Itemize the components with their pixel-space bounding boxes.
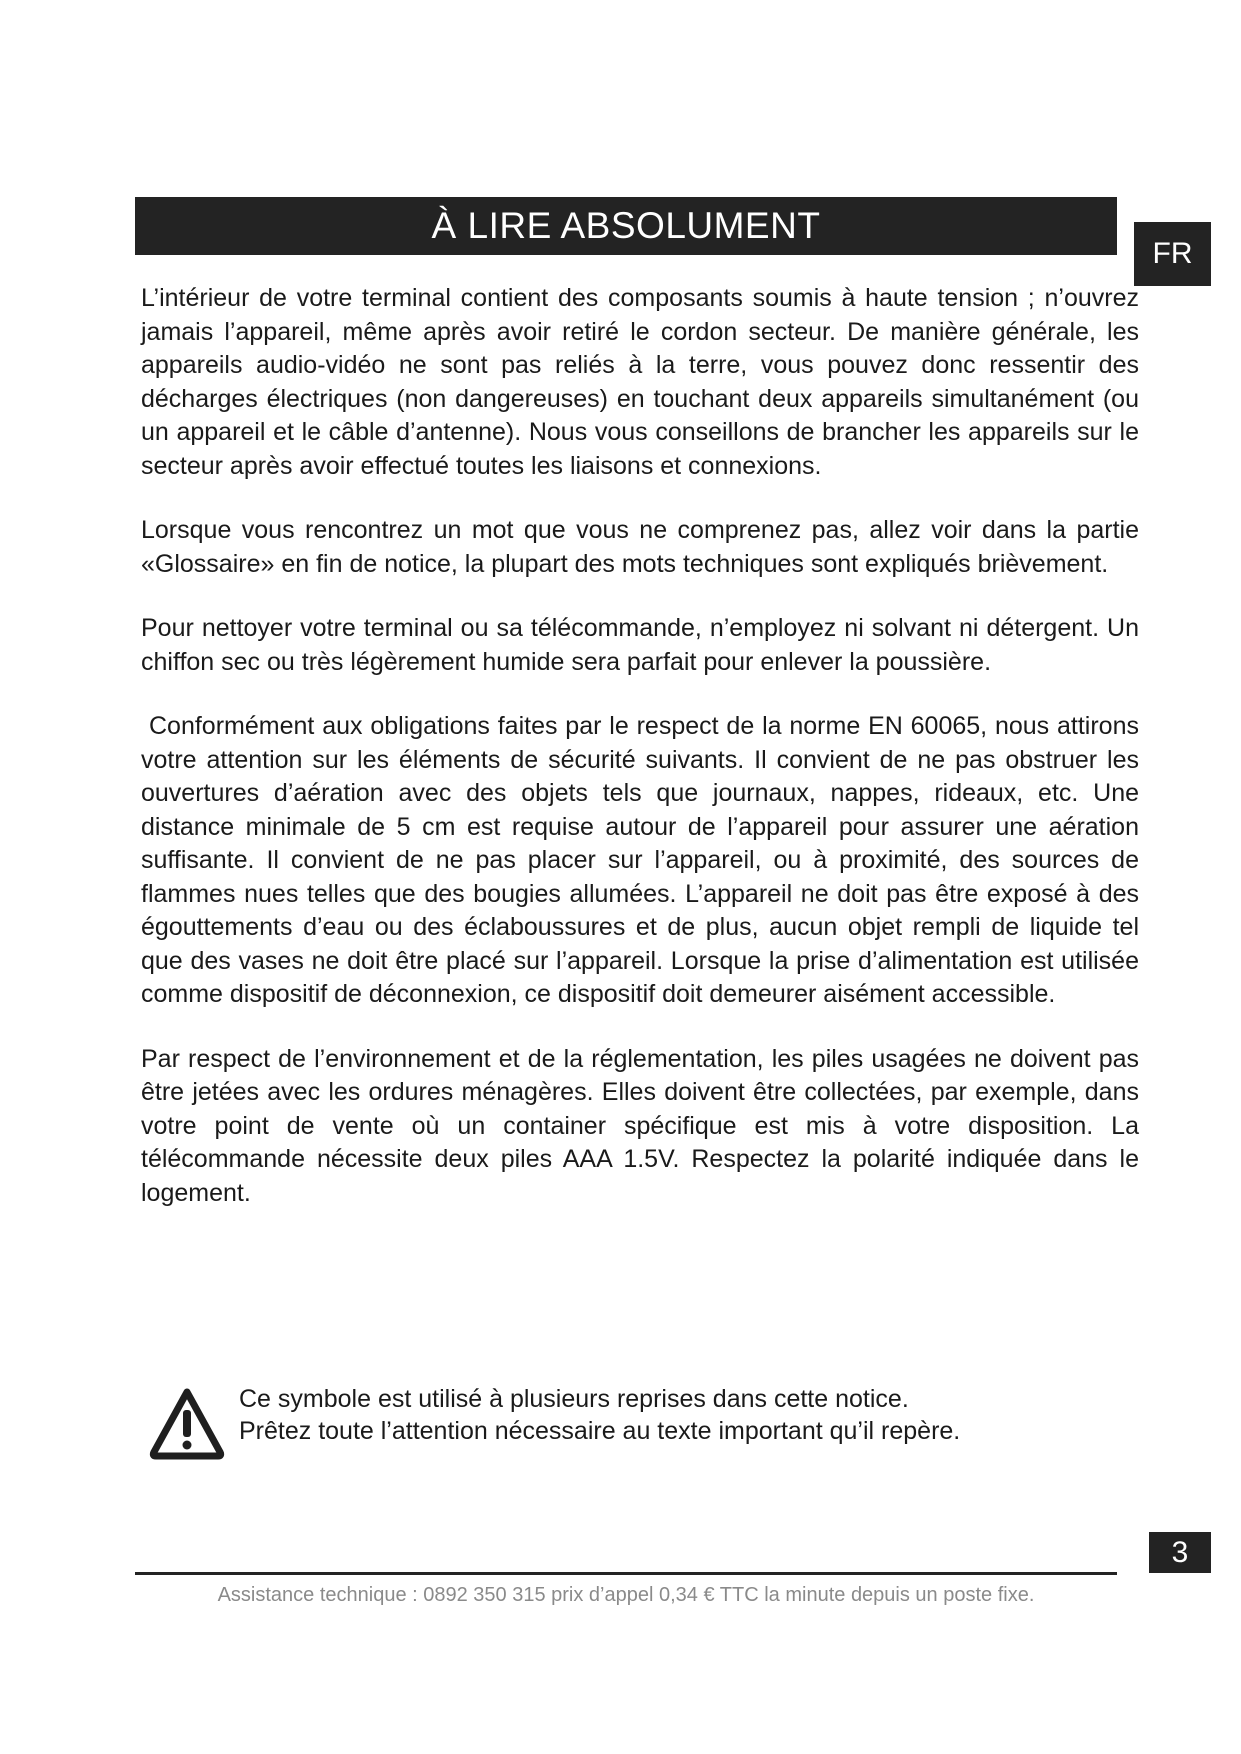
paragraph-glossary: Lorsque vous rencontrez un mot que vous ne comprenez pas, allez voir dans la partie «Glossaire» en fin de notice, la plupart des mots techniques sont expliqués brièvement.	[141, 516, 1139, 578]
paragraph-safety-norm: Conformément aux obligations faites par le respect de la norme EN 60065, nous attirons votre attention sur les éléments de sécurité suivants. Il convient de ne pas obstruer les ouvertures d’aération avec des objets tels que journaux, nappes, rideaux, etc. Une distance minimale de 5 cm est requise autour de l’appareil pour assurer une aération suffisante. Il convient de ne pas placer sur l’appareil, ou à proximité, des sources de flammes nues telles que des bougies allumées. L’appareil ne doit pas être exposé à des égouttements d’eau ou des éclaboussures et de plus, aucun objet rempli de liquide tel que des vases ne doit être placé sur l’appareil. Lorsque la prise d’alimentation est utilisée comme dispositif de déconnexion, ce dispositif doit demeurer aisément accessible.	[141, 712, 1139, 1008]
warning-line-1: Ce symbole est utilisé à plusieurs reprises dans cette notice.	[239, 1385, 909, 1413]
language-tab	[1134, 222, 1211, 286]
page-title: À LIRE ABSOLUMENT	[431, 205, 821, 246]
language-tab-label: FR	[1152, 237, 1193, 270]
warning-line-2: Prêtez toute l’attention nécessaire au texte important qu’il repère.	[239, 1416, 961, 1445]
support-info: Assistance technique : 0892 350 315 prix d’appel 0,34 € TTC la minute depuis un poste fixe.	[217, 1584, 1035, 1606]
footer-divider	[135, 1572, 1117, 1575]
page-number	[1149, 1532, 1211, 1573]
paragraph-batteries: Par respect de l’environnement et de la réglementation, les piles usagées ne doivent pas être jetées avec les ordures ménagères. Elles doivent être collectées, par exemple, dans votre point de vente où un container spécifique est mis à votre disposition. La télécommande nécessite deux piles AAA 1.5V. Respectez la polarité indiquée dans le logement.	[141, 1044, 1139, 1207]
warning-triangle-icon	[148, 1386, 226, 1460]
main-content	[141, 282, 1139, 1241]
warning-notice	[148, 1384, 1128, 1460]
page-title-bar	[135, 197, 1117, 255]
paragraph-cleaning: Pour nettoyer votre terminal ou sa télécommande, n’employez ni solvant ni détergent. Un chiffon sec ou très légèrement humide sera parfait pour enlever la poussière.	[141, 614, 1139, 676]
page-number-label: 3	[1171, 1535, 1189, 1569]
warning-text	[239, 1384, 960, 1447]
paragraph-high-voltage: L’intérieur de votre terminal contient des composants soumis à haute tension ; n’ouvrez jamais l’appareil, même après avoir retiré le cordon secteur. De manière générale, les appareils audio-vidéo ne sont pas reliés à la terre, vous pouvez donc ressentir des décharges électriques (non dangereuses) en touchant deux appareils simultanément (ou un appareil et le câble d’antenne). Nous vous conseillons de brancher les appareils sur le secteur après avoir effectué toutes les liaisons et connexions.	[141, 284, 1139, 480]
